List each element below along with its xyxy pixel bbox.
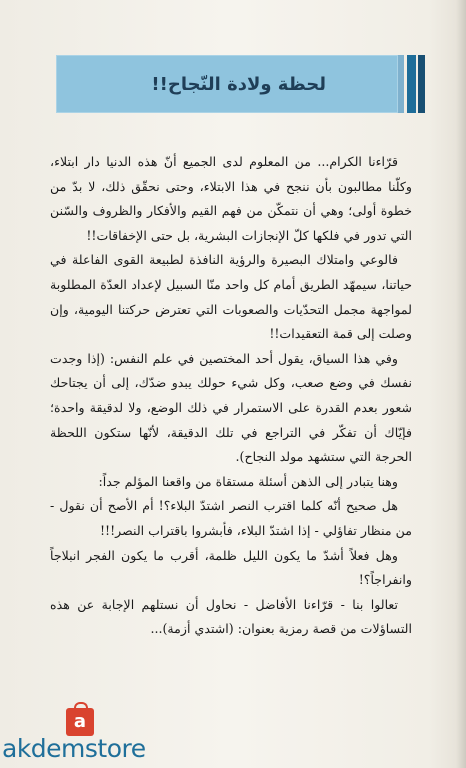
paragraph-question-2: وهل فعلاً أشدّ ما يكون الليل ظلمة، أقرب ما يكون الفجر انبلاجاً وانفراجاً؟! (50, 547, 412, 588)
chapter-title: لحظة ولادة النّجاح!! (151, 74, 326, 95)
page-edge-shadow (456, 0, 466, 768)
title-stripe-dark (418, 55, 425, 113)
paragraph-questions-intro: وهنا يتبادر إلى الذهن أسئلة مستقاة من واقعنا المؤلم جداً: (98, 473, 398, 489)
store-watermark: akdemstore (2, 734, 146, 763)
paragraph-quote: وفي هذا السياق، يقول أحد المختصين في علم النفس: (إذا وجدت نفسك في وضع صعب، وكل شيء حولك يبدو ضدّك، إلى أن يجتاحك شعور بعدم القدرة على الاستمرار في ذلك الوضع، ولا لدقيقة واحدة؛ فإيّاك أن تفكّر في التراجع في تلك الدقيقة، لأنّها ستكون اللحظة الحرجة التي ستشهد مولد النجاح). (50, 350, 412, 465)
paragraph-question-1: هل صحيح أنّه كلما اقترب النصر اشتدّ البلاء؟! أم الأصح أن نقول - من منظار تفاؤلي - إذا اشتدّ البلاء، فأبشروا باقتراب النصر!!! (50, 498, 412, 538)
store-logo-glyph: a (73, 711, 87, 732)
title-stripe-light (398, 55, 404, 113)
paragraph-closing: تعالوا بنا - قرّاءنا الأفاضل - نحاول أن نستلهم الإجابة عن هذه التساؤلات من قصة رمزية بعنوان: (اشتدي أزمة)... (50, 596, 412, 637)
article-body (50, 150, 412, 642)
paragraph-awareness: فالوعي وامتلاك البصيرة والرؤية النافذة لطبيعة القوى الفاعلة في حياتنا، سيمهّد الطريق أمام كل واحد منّا السبيل لإعداد العدّة المطلوبة لمواجهة مجمل التحدّيات والصعوبات التي تعترض حركتنا اليومية، وإن وصلت إلى قمة التعقيدات!! (50, 252, 412, 342)
title-stripe-mid (407, 55, 416, 113)
paragraph-intro: قرّاءنا الكرام... من المعلوم لدى الجميع أنّ هذه الدنيا دار ابتلاء، وكلّنا مطالبون بأن ننجح في هذا الابتلاء، وحتى نحقّق ذلك، لا بدّ من خطوة أولى؛ وهي أن نتمكّن من فهم القيم والأفكار والظروف والسّنن التي تدور في فلكها كلّ الإنجازات البشرية، بل حتى الإخفاقات!! (50, 154, 412, 243)
